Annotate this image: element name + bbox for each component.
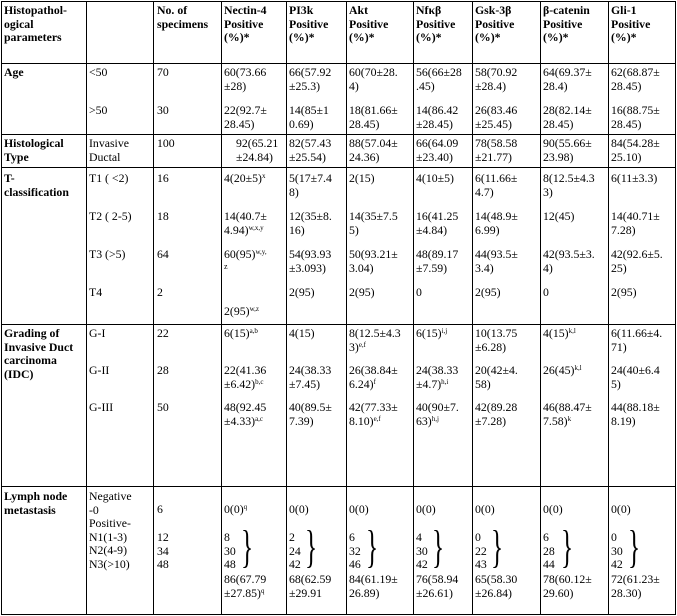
n-g2: 28 <box>157 363 169 377</box>
n-lt50: 70 <box>157 65 169 79</box>
cell: $2(95)^{w,z}$ <box>224 304 260 318</box>
row-label-lymph-node: Lymph node metastasis <box>4 489 68 517</box>
rule <box>540 1 541 615</box>
cell: 56(66±28 .45) <box>416 65 462 93</box>
cell: 24(38.33 ±7.45) <box>289 363 332 391</box>
cell: 12(45) <box>543 209 575 223</box>
cell: 66(57.92 ±25.3) <box>289 65 332 93</box>
cell: 5(17±7.4 8) <box>289 171 332 199</box>
cell: 46(88.47± 7.58)$^k$ <box>543 400 592 428</box>
n-t3: 64 <box>157 247 169 261</box>
cell: 2(15) <box>349 171 375 185</box>
rule <box>1 167 676 168</box>
brace-icon: } <box>366 521 379 572</box>
cell: 28(82.14± 28.45) <box>543 103 592 131</box>
n-gt50: 30 <box>157 103 169 117</box>
cell: 88(57.04± 24.36) <box>349 136 398 164</box>
sub-t1: T1 ( <2) <box>89 171 129 185</box>
header-gli1: Gli-1 Positive (%)* <box>611 3 651 44</box>
rule <box>1 614 676 615</box>
cell: 22(41.36 ±6.42)$^{b,c}$ <box>224 363 267 391</box>
cell: 0 30 42 <box>611 530 623 571</box>
cell: 78(58.58 ±21.77) <box>475 136 518 164</box>
header-pi3k: PI3k Positive (%)* <box>289 3 329 44</box>
cell: 0(0) <box>289 502 309 516</box>
rule <box>1 324 676 325</box>
cell: 26(38.84± 6.24)$^f$ <box>349 363 398 391</box>
rule <box>675 1 676 615</box>
n-t2: 18 <box>157 209 169 223</box>
cell: 6(11±3.3) <box>611 171 658 185</box>
cell: 2(95) <box>475 285 501 299</box>
rule <box>346 1 347 615</box>
cell: 6(11.66±4. 71) <box>611 326 663 354</box>
cell: 86(67.79 ±27.85)$^q$ <box>224 572 267 600</box>
cell: 4 30 42 <box>416 530 428 571</box>
cell: $0(0)^q$ <box>224 502 248 516</box>
cell: 2(95) <box>349 285 375 299</box>
n-t4: 2 <box>157 285 163 299</box>
cell: 58(70.92 ±28.4) <box>475 65 518 93</box>
cell: 12(35±8. 16) <box>289 209 332 237</box>
cell: 8 30 48 <box>224 530 236 571</box>
cell: 42(93.5±3. 4) <box>543 247 595 275</box>
cell: $6(15)^{i,j}$ <box>416 326 448 340</box>
cell: 8(12.5±4.3 3) <box>543 171 595 199</box>
row-label-histological-type: Histological Type <box>4 136 64 164</box>
cell: 14(85±1 0.69) <box>289 103 329 131</box>
n-g1: 22 <box>157 326 169 340</box>
cell: 60(70±28. 4) <box>349 65 398 93</box>
sub-t3: T3 (>5) <box>89 247 126 261</box>
cell: 16(88.75± 28.45) <box>611 103 660 131</box>
cell: 0(0) <box>416 502 436 516</box>
sub-t4: T4 <box>89 285 103 299</box>
cell: 84(54.28± 25.10) <box>611 136 660 164</box>
cell: 0 22 43 <box>475 530 487 571</box>
cell: 42(92.6±5. 25) <box>611 247 663 275</box>
cell: 0 <box>543 285 549 299</box>
n-negative: 6 <box>157 502 163 516</box>
brace-icon: } <box>628 521 641 572</box>
cell: 72(61.23± 28.30) <box>611 572 660 600</box>
rule <box>1 1 2 615</box>
cell: 66(64.09 ±23.40) <box>416 136 459 164</box>
header-bcatenin: β-catenin Positive (%)* <box>543 3 590 44</box>
cell: 44(88.18± 8.19) <box>611 400 660 428</box>
cell: 0(0) <box>349 502 369 516</box>
cell: 6 32 46 <box>349 530 361 571</box>
header-nfkb: Nfκβ Positive (%)* <box>416 3 456 44</box>
cell: 2(95) <box>289 285 315 299</box>
brace-icon: } <box>305 521 318 572</box>
cell: 14(48.9± 6.99) <box>475 209 518 237</box>
cell: 60(73.66 ±28) <box>224 65 267 93</box>
cell: 65(58.30 ±26.84) <box>475 572 518 600</box>
rule <box>1 63 676 64</box>
cell: 78(60.12± 29.60) <box>543 572 592 600</box>
sub-gt50: >50 <box>89 103 108 117</box>
sub-t2: T2 ( 2-5) <box>89 209 132 223</box>
sub-g2-label: G-II <box>89 363 110 377</box>
brace-icon: } <box>491 521 504 572</box>
cell: 14(86.42 ±28.45) <box>416 103 459 131</box>
sub-invasive-ductal: Invasive Ductal <box>89 136 129 164</box>
cell: 16(41.25 ±4.84) <box>416 209 459 237</box>
cell: 26(83.46 ±25.45) <box>475 103 518 131</box>
cell: 0(0) <box>543 502 563 516</box>
cell: $26(45)^{k,l}$ <box>543 363 582 377</box>
row-label-grading: Grading of Invasive Duct carcinoma (IDC) <box>4 326 74 381</box>
brace-icon: } <box>432 521 445 572</box>
rule <box>86 1 87 615</box>
cell: 24(38.33 ±4.7)$^{h,i}$ <box>416 363 459 391</box>
brace-icon: } <box>241 521 254 572</box>
header-akt: Akt Positive (%)* <box>349 3 389 44</box>
header-nectin4: Nectin-4 Positive (%)* <box>224 3 267 44</box>
cell: 4(10±5) <box>416 171 454 185</box>
cell: $4(15)^{k,l}$ <box>543 326 576 340</box>
brace-icon: } <box>561 521 574 572</box>
rule <box>608 1 609 615</box>
cell: 2 24 42 <box>289 530 301 571</box>
cell: 14(35±7.5 5) <box>349 209 398 237</box>
cell: 48(92.45 ±4.33)$^{a,c}$ <box>224 400 267 428</box>
cell: 62(68.87± 28.45) <box>611 65 660 93</box>
cell: 6(11.66± 4.7) <box>475 171 518 199</box>
row-label-age: Age <box>4 65 24 79</box>
cell: 18(81.66± 28.45) <box>349 103 398 131</box>
header-gsk3b: Gsk-3β Positive (%)* <box>475 3 515 44</box>
cell: 20(42±4. 58) <box>475 363 518 391</box>
cell: $60(95)^{w,y,}$ z <box>224 247 267 271</box>
row-label-t-classification: T- classification <box>4 171 69 199</box>
n-g3: 50 <box>157 400 169 414</box>
sub-lymph: Negative -0 Positive- N1(1-3) N2(4-9) N3(>10) <box>89 489 132 571</box>
cell: $4(20\pm 5)^x$ <box>224 171 266 185</box>
cell: 22(92.7± 28.45) <box>224 103 267 131</box>
cell: 54(93.93 ±3.093) <box>289 247 332 275</box>
cell: 4(15) <box>289 326 315 340</box>
header-parameters: Histopathol- ogical parameters <box>4 3 67 44</box>
cell: 40(89.5± 7.39) <box>289 400 332 428</box>
cell: 8(12.5±4.3 3)$^{e,f}$ <box>349 326 401 354</box>
rule <box>153 1 154 615</box>
cell: 82(57.43 ±25.54) <box>289 136 332 164</box>
rule <box>1 134 676 135</box>
cell: 0(0) <box>611 502 631 516</box>
cell: 2(95) <box>611 285 637 299</box>
cell: 68(62.59 ±29.91 <box>289 572 332 600</box>
cell: 42(89.28 ±7.28) <box>475 400 518 428</box>
rule <box>1 1 676 2</box>
rule <box>472 1 473 615</box>
sub-g3: G-III <box>89 400 114 414</box>
cell: 90(55.66± 23.98) <box>543 136 592 164</box>
cell: 6 28 44 <box>543 530 555 571</box>
rule <box>221 1 222 615</box>
sub-g1: G-I <box>89 326 106 340</box>
cell: 14(40.71± 7.28) <box>611 209 660 237</box>
n-invasive-ductal: 100 <box>157 136 175 150</box>
cell: 48(89.17 ±7.59) <box>416 247 459 275</box>
cell: 76(58.94 ±26.61) <box>416 572 459 600</box>
cell: 14(40.7± 4.94)$^{w,x,y}$ <box>224 209 267 237</box>
cell: 42(77.33± 8.10)$^{e,f}$ <box>349 400 398 428</box>
n-t1: 16 <box>157 171 169 185</box>
cell: 0(0) <box>475 502 495 516</box>
rule <box>1 486 676 487</box>
sub-lt50: <50 <box>89 65 108 79</box>
n-positive: 12 34 48 <box>157 530 169 571</box>
cell: 10(13.75 ±6.28) <box>475 326 518 354</box>
rule <box>286 1 287 615</box>
cell: 50(93.21± 3.04) <box>349 247 398 275</box>
cell: 64(69.37± 28.4) <box>543 65 592 93</box>
rule <box>413 1 414 615</box>
cell: 0 <box>416 285 422 299</box>
cell: 44(93.5± 3.4) <box>475 247 518 275</box>
cell: 40(90±7. 63)$^{h,j}$ <box>416 400 459 428</box>
header-specimens: No. of specimens <box>157 3 209 31</box>
cell: 92(65.21 ±24.84) <box>236 136 279 164</box>
cell: 24(40±6.4 5) <box>611 363 660 391</box>
cell: 84(61.19± 26.89) <box>349 572 398 600</box>
cell: $6(15)^{a,b}$ <box>224 326 258 340</box>
